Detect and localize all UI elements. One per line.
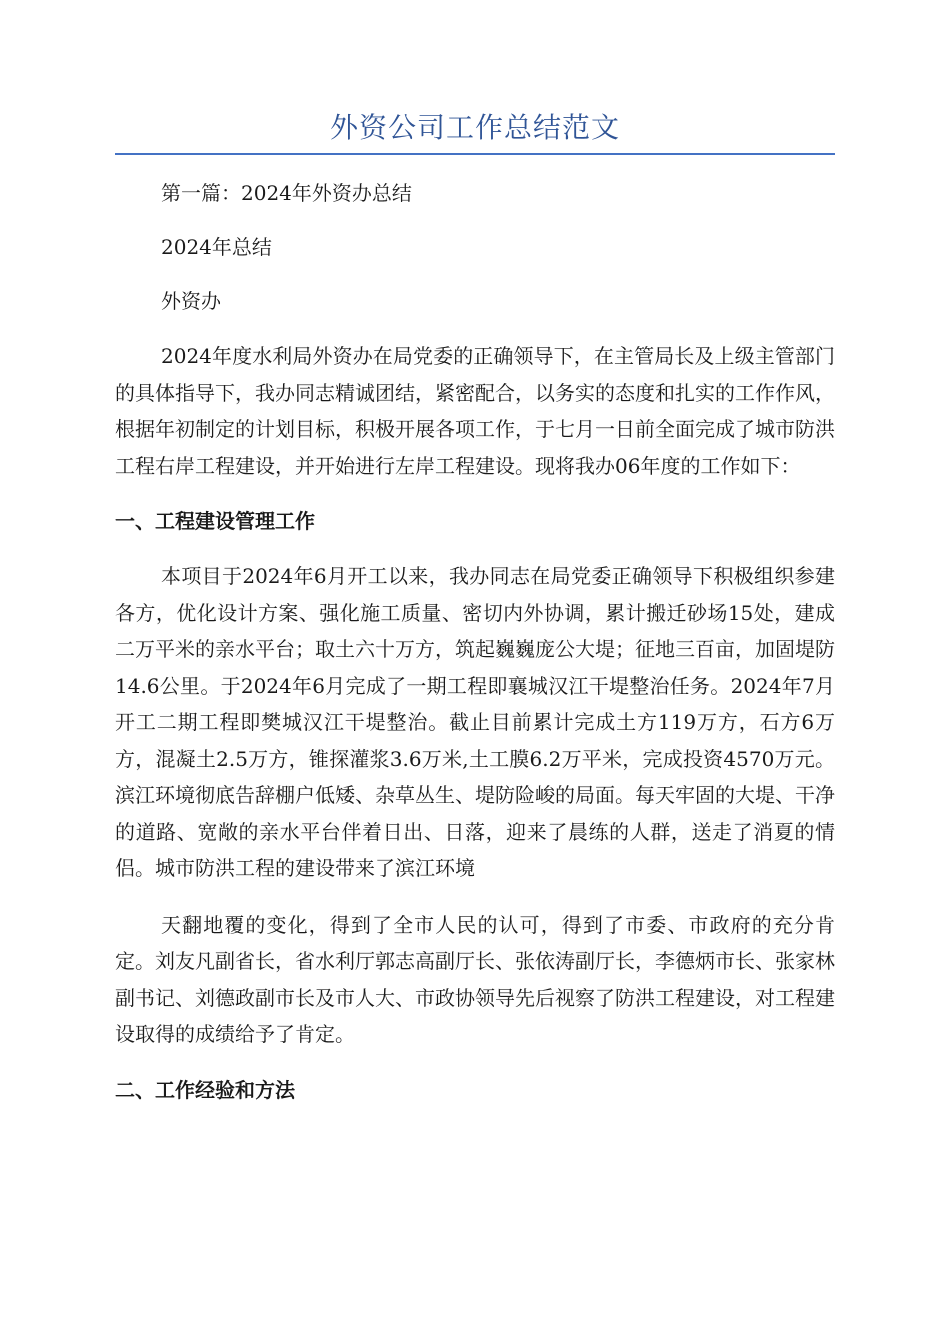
paragraph-year-summary: 2024年总结 (161, 235, 272, 259)
document-title: 外资公司工作总结范文 (329, 111, 620, 144)
section-heading-1: 一、工程建设管理工作 (115, 509, 315, 533)
paragraph-construction: 本项目于2024年6月开工以来，我办同志在局党委正确领导下积极组织参建各方，优化设计方案、强化施工质量、密切内外协调，累计搬迁砂场15处，建成二万平米的亲水平台；取土六十万方，筑起巍巍庞公大堤；征地三百亩，加固堤防14.6公里。于2024年6月完成了一期工程即襄城汉江干堤整治任务。2024年7月开工二期工程即樊城汉江干堤整治。截止目前累计完成土方119万方，石方6万方，混凝土2.5万方，锥探灌浆3.6万米,土工膜6.2万平米，完成投资4570万元。滨江环境彻底告辞棚户低矮、杂草丛生、堤防险峻的局面。每天牢固的大堤、干净的道路、宽敞的亲水平台伴着日出、日落，迎来了晨练的人群，送走了消夏的情侣。城市防洪工程的建设带来了滨江环境 (115, 564, 835, 880)
paragraph-recognition: 天翻地覆的变化，得到了全市人民的认可，得到了市委、市政府的充分肯定。刘友凡副省长，省水利厅郭志高副厅长、张依涛副厅长，李德炳市长、张家林副书记、刘德政副市长及市人大、市政协领导先后视察了防洪工程建设，对工程建设取得的成绩给予了肯定。 (115, 912, 835, 1046)
paragraph-intro: 2024年度水利局外资办在局党委的正确领导下，在主管局长及上级主管部门的具体指导下，我办同志精诚团结，紧密配合，以务实的态度和扎实的工作作风，根据年初制定的计划目标，积极开展各项工作，于七月一日前全面完成了城市防洪工程右岸工程建设，并开始进行左岸工程建设。现将我办06年度的工作如下： (115, 344, 835, 478)
paragraph-office-name: 外资办 (161, 289, 221, 313)
paragraph-chapter-heading: 第一篇：2024年外资办总结 (161, 181, 412, 205)
document-body (115, 176, 835, 1107)
section-heading-2: 二、工作经验和方法 (115, 1077, 295, 1102)
title-underline (115, 153, 835, 155)
